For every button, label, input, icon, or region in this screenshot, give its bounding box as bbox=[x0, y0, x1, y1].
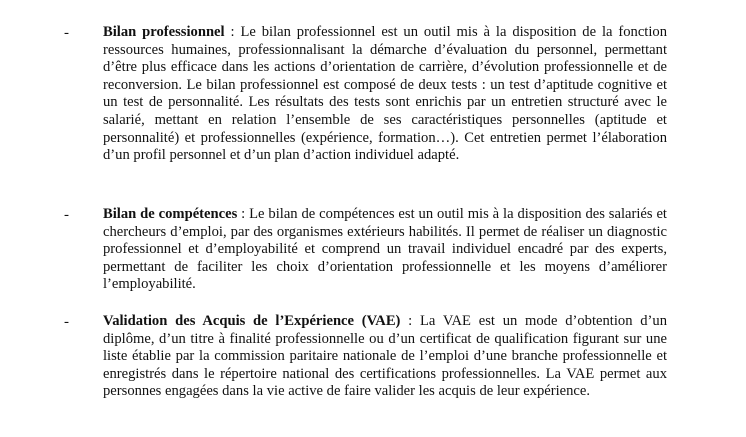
list-bullet: - bbox=[64, 207, 69, 223]
term-heading: Bilan professionnel bbox=[103, 24, 225, 40]
term-separator: : bbox=[400, 313, 420, 329]
term-heading: Bilan de compétences bbox=[103, 206, 238, 222]
list-item-body bbox=[103, 313, 667, 401]
term-description: Le bilan de compétences est un outil mis à la disposition des salariés et chercheurs d’emploi, par des organismes extérieurs habilités. Il permet de réaliser un diagnostic professionnel et d’employabilité et comprend un travail individuel encadré par des experts, permettant de faciliter les choix d’orientation professionnelle et les moyens d’améliorer l’employabilité. bbox=[103, 206, 667, 293]
term-separator: : bbox=[224, 24, 241, 40]
list-bullet: - bbox=[64, 314, 69, 330]
term-description: Le bilan professionnel est un outil mis à la disposition de la fonction ressources humaines, professionnalisant la démarche d’évaluation du personnel, permettant d’être plus efficace dans les actions d’orientation de carrière, d’évolution professionnelle et de reconversion. Le bilan professionnel est composé de deux tests : un test d’aptitude cognitive et un test de personnalité. Les résultats des tests sont enrichis par un entretien structuré avec le salarié, mettant en relation l’ensemble de ses caractéristiques personnelles (aptitude et personnalité) et professionnelles (expérience, formation…). Cet entretien permet l’élaboration d’un profil personnel et d’un plan d’action individuel adapté. bbox=[103, 24, 668, 164]
list-item-body bbox=[103, 206, 667, 294]
list-item-body bbox=[103, 24, 667, 165]
term-heading: Validation des Acquis de l’Expérience (VAE) bbox=[103, 313, 401, 329]
term-separator: : bbox=[237, 206, 250, 222]
term-description: La VAE est un mode d’obtention d’un diplôme, d’un titre à finalité professionnelle ou d’un certificat de qualification figurant sur une liste établie par la commission paritaire nationale de l’emploi d’une branche professionnelle et enregistrés dans le répertoire national des certifications professionnelles. La VAE permet aux personnes engagées dans la vie active de faire valider les acquis de leur expérience. bbox=[103, 313, 667, 400]
list-bullet: - bbox=[64, 25, 69, 41]
